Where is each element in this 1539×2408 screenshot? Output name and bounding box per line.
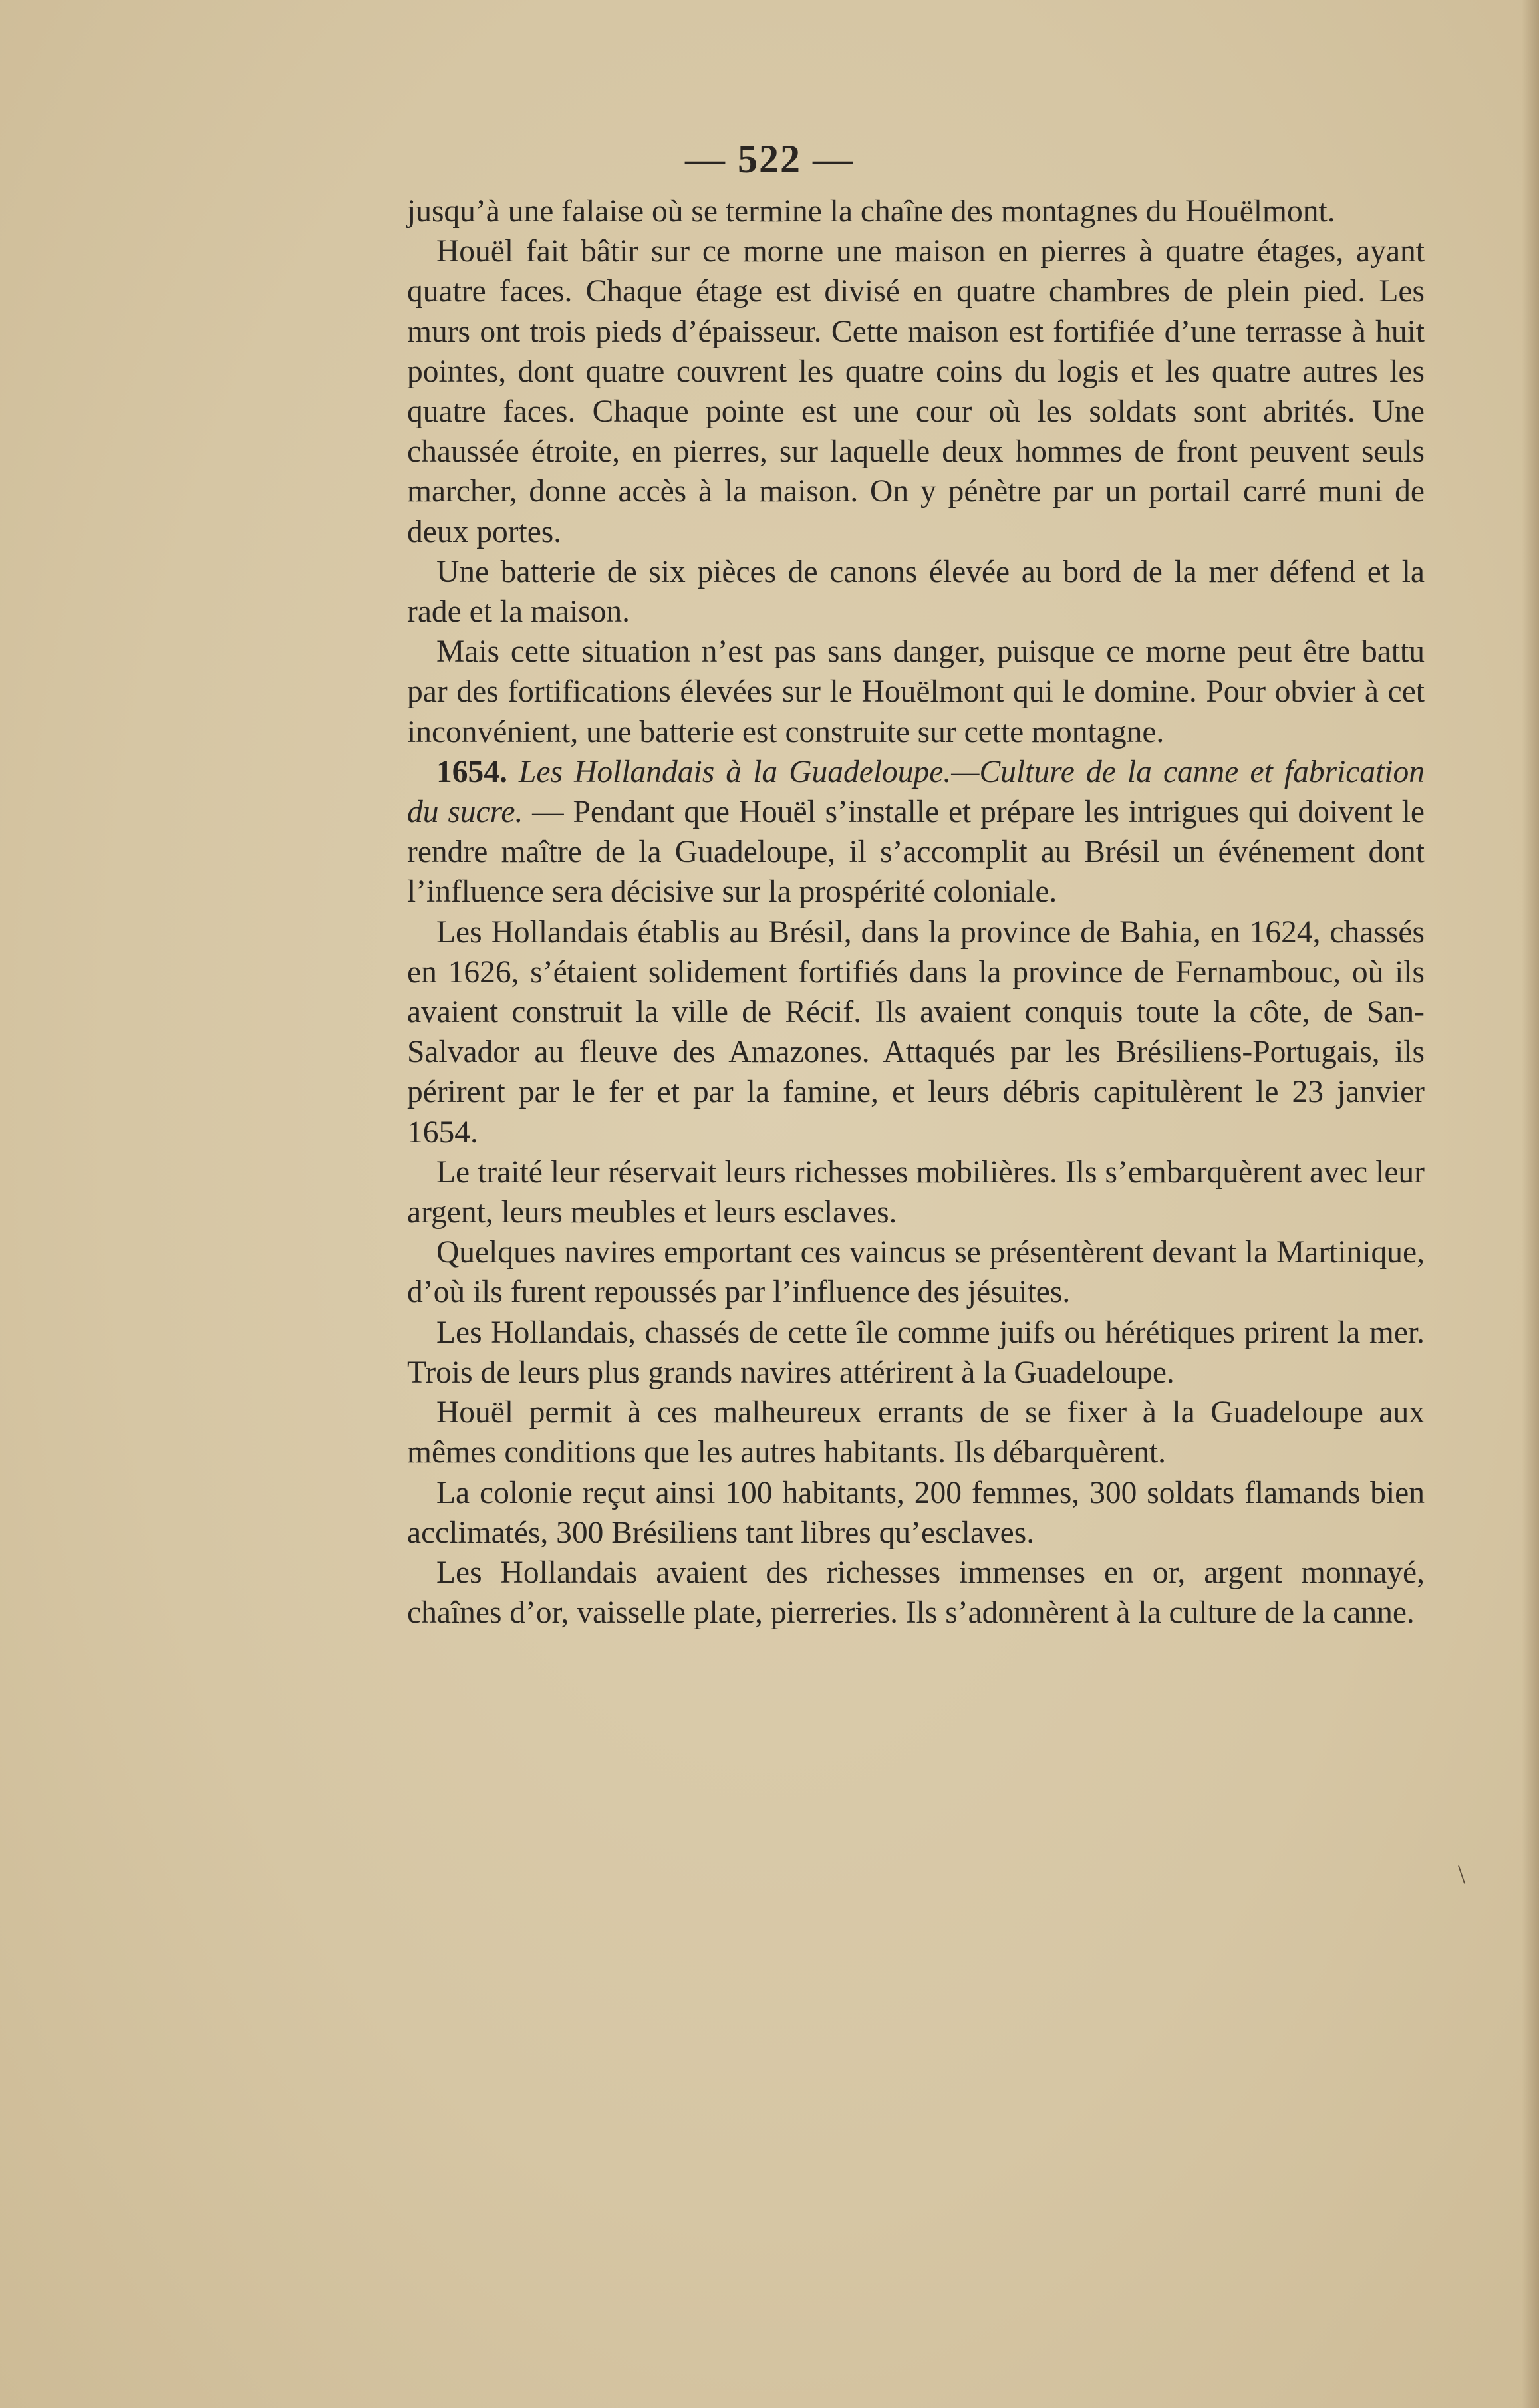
paragraph-11: La colonie reçut ainsi 100 habitants, 200 femmes, 300 soldats flamands bien acclimatés, 300 Brésiliens tant libres qu’esclaves. [407,1475,1425,1550]
paragraph-4: Mais cette situation n’est pas sans danger, puisque ce morne peut être battu par des fortifications élevées sur le Houëlmont qui le domine. Pour obvier à cet inconvénient, une batterie est construite sur cette montagne. [407,634,1425,749]
paragraph-7: Le traité leur réservait leurs richesses mobilières. Ils s’embarquèrent avec leur argent, leurs meubles et leurs esclaves. [407,1154,1425,1230]
paragraph-5 [407,752,1425,912]
stray-ink-mark: \ [1458,1859,1466,1889]
paragraph-8: Quelques navires emportant ces vaincus se présentèrent devant la Martinique, d’où ils furent repoussés par l’influence des jésuites. [407,1235,1425,1310]
paragraph-6: Les Hollandais établis au Brésil, dans la province de Bahia, en 1624, chassés en 1626, s’étaient solidement fortifiés dans la province de Fernambouc, où ils avaient construit la ville de Récif. Ils avaient conquis toute la côte, de San-Salvador au fleuve des Amazones. Attaqués par les Brésiliens-Portugais, ils périrent par le fer et par la famine, et leurs débris capitulèrent le 23 janvier 1654. [407,914,1425,1150]
page-edge-shadow [1522,0,1539,2408]
section-text: — Pendant que Houël s’installe et prépare les intrigues qui doivent le rendre maître de la Guadeloupe, il s’accomplit au Brésil un événement dont l’influence sera décisive sur la prospérité coloniale. [407,795,1425,910]
paragraph-12: Les Hollandais avaient des richesses immenses en or, argent monnayé, chaînes d’or, vaisselle plate, pierreries. Ils s’adonnèrent à la culture de la canne. [407,1555,1425,1631]
section-year: 1654. [436,754,507,789]
page-number: — 522 — [685,137,854,181]
paragraph-3: Une batterie de six pièces de canons élevée au bord de la mer défend et la rade et la maison. [407,554,1425,630]
paragraph-9: Les Hollandais, chassés de cette île comme juifs ou hérétiques prirent la mer. Trois de leurs plus grands navires attérirent à la Guadeloupe. [407,1315,1425,1390]
paragraph-2: Houël fait bâtir sur ce morne une maison en pierres à quatre étages, ayant quatre faces. Chaque étage est divisé en quatre chambres de plein pied. Les murs ont trois pieds d’épaisseur. Cette maison est fortifiée d’une terrasse à huit pointes, dont quatre couvrent les quatre coins du logis et les quatre autres les quatre faces. Chaque pointe est une cour où les soldats sont abrités. Une chaussée étroite, en pierres, sur laquelle deux hommes de front peuvent seuls marcher, donne accès à la maison. On y pénètre par un portail carré muni de deux portes. [407,234,1425,549]
paragraph-1: jusqu’à une falaise où se termine la chaîne des montagnes du Houëlmont. [407,194,1335,229]
body-text [407,192,1425,1633]
paragraph-10: Houël permit à ces malheureux errants de se fixer à la Guadeloupe aux mêmes conditions que les autres habitants. Ils débarquèrent. [407,1395,1425,1470]
section-heading: Les Hollandais à la Guadeloupe.—Culture de la canne et fabrication du sucre. [407,754,1425,830]
